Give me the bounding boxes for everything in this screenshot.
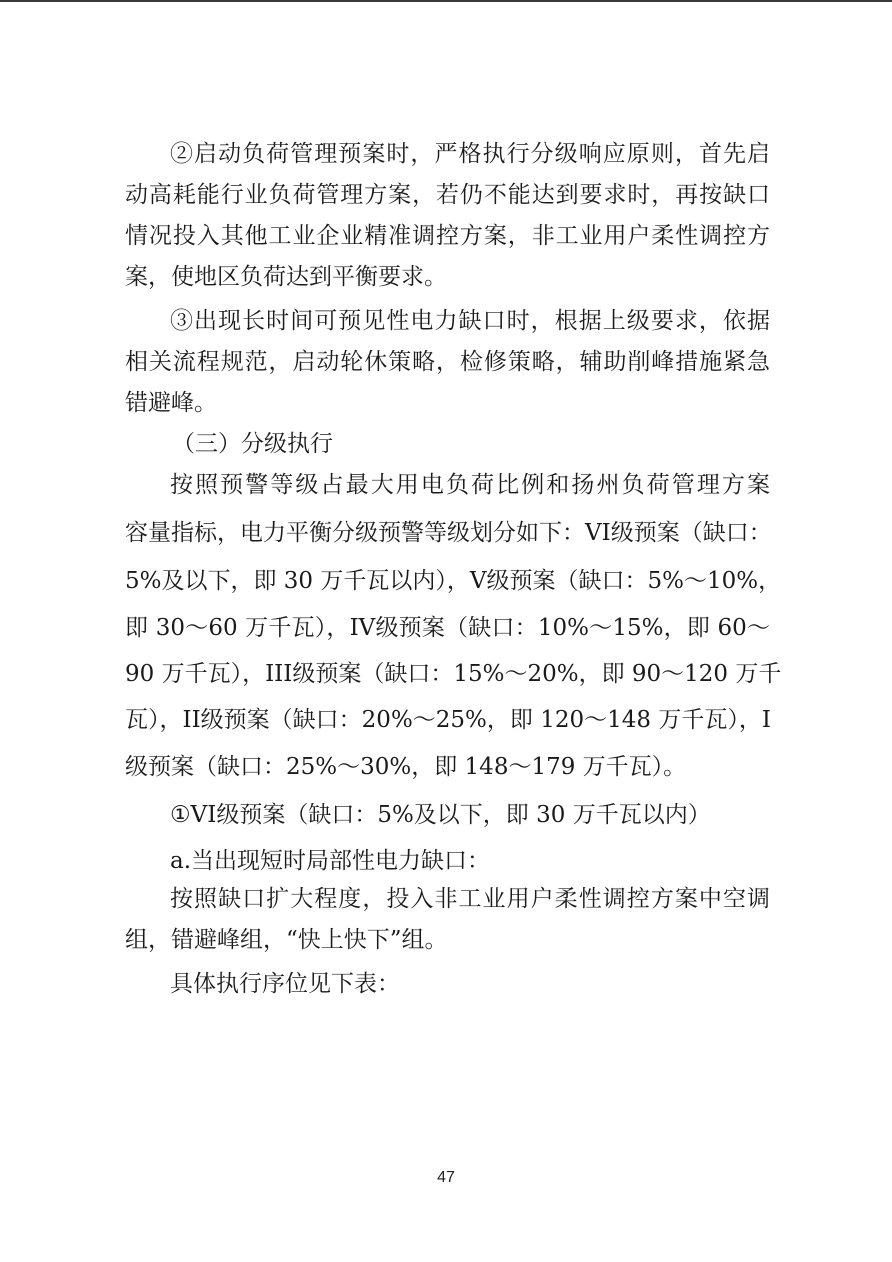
text-line-12: 即 30～60 万千瓦），IV级预案（缺口：10%～15%，即 60～ [125,615,770,641]
text-line-2: 动高耗能行业负荷管理方案，若仍不能达到要求时，再按缺口 [125,182,770,208]
text-line-5: ③出现长时间可预见性电力缺口时，根据上级要求，依据 [170,308,770,334]
text-line-1: ②启动负荷管理预案时，严格执行分级响应原则，首先启 [170,141,770,167]
text-line-7: 错避峰。 [125,390,217,416]
text-line-11: 5%及以下，即 30 万千瓦以内），V级预案（缺口：5%～10%， [125,568,782,594]
text-line-18: 按照缺口扩大程度，投入非工业用户柔性调控方案中空调 [170,886,770,912]
section-heading: （三）分级执行 [172,431,333,457]
text-line-4: 案，使地区负荷达到平衡要求。 [125,264,447,290]
text-line-15: 级预案（缺口：25%～30%，即 148～179 万千瓦）。 [125,754,687,780]
top-border-line [0,0,892,2]
text-line-13: 90 万千瓦），III级预案（缺口：15%～20%，即 90～120 万千 [125,661,782,687]
text-line-16: ①VI级预案（缺口：5%及以下，即 30 万千瓦以内） [170,802,711,828]
text-line-19: 组，错避峰组，“快上快下”组。 [125,927,448,953]
page-number: 47 [437,1169,455,1186]
text-line-6: 相关流程规范，启动轮休策略，检修策略，辅助削峰措施紧急 [125,349,770,375]
text-line-17: a.当出现短时局部性电力缺口： [170,848,491,874]
text-line-14: 瓦），II级预案（缺口：20%～25%，即 120～148 万千瓦），I [125,707,771,733]
text-line-9: 按照预警等级占最大用电负荷比例和扬州负荷管理方案 [170,472,770,498]
text-line-10: 容量指标，电力平衡分级预警等级划分如下：VI级预案（缺口： [125,520,772,546]
text-line-20: 具体执行序位见下表： [170,971,400,997]
text-line-3: 情况投入其他工业企业精准调控方案，非工业用户柔性调控方 [125,223,770,249]
